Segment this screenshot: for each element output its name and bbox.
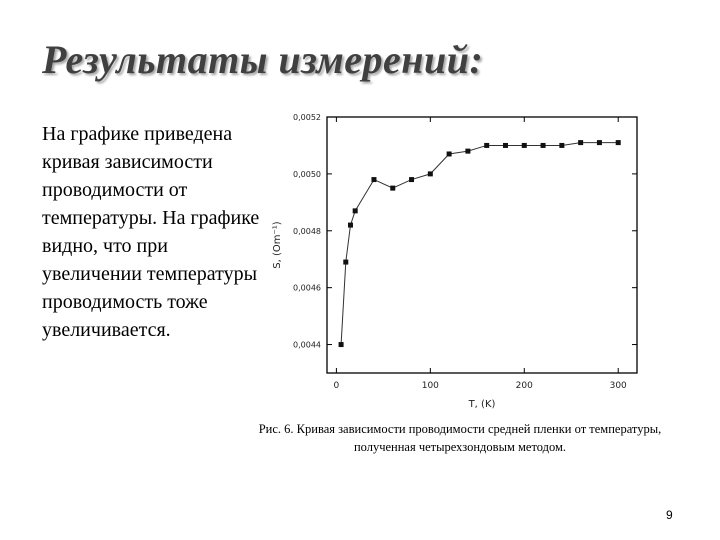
caption-line-1: Рис. 6. Кривая зависимости проводимости средней пленки от температуры, [258,422,662,436]
y-axis-label: S, (Om⁻¹) [272,221,283,269]
data-point [522,143,527,148]
plot-frame [327,117,637,373]
y-tick-label: 0,0046 [293,283,321,293]
x-axis-label: T, (K) [468,399,496,410]
data-point [597,140,602,145]
body-text: На графике приведена кривая зависимости проводимости от температуры. На графике видно, что при увеличении температуры проводимость тоже увеличивается. [42,123,260,341]
caption-line-2: полученная четырехзондовым методом. [353,440,567,454]
data-point [503,143,508,148]
data-point [484,143,489,148]
series-line [341,143,618,345]
chart-svg [262,105,652,415]
data-point [371,177,376,182]
figure-caption [200,420,720,456]
y-tick-label: 0,0052 [293,113,321,122]
y-tick-label: 0,0048 [293,226,321,236]
data-point [578,140,583,145]
data-point [559,143,564,148]
data-point [447,151,452,156]
y-tick-label: 0,0044 [293,340,321,350]
y-tick-label: 0,0050 [293,169,321,179]
data-point [339,342,344,347]
page-number: 9 [666,508,673,522]
slide-title: Результаты измерений: [42,37,484,82]
x-tick-label: 300 [609,381,627,391]
data-point [353,208,358,213]
conductivity-chart [262,105,652,415]
x-tick-label: 0 [333,381,340,391]
data-point [390,186,395,191]
data-point [616,140,621,145]
data-point [343,260,348,265]
data-point [428,171,433,176]
x-tick-label: 100 [421,381,439,391]
x-tick-label: 200 [515,381,533,391]
data-point [409,177,414,182]
data-point [348,223,353,228]
data-point [465,149,470,154]
data-point [541,143,546,148]
